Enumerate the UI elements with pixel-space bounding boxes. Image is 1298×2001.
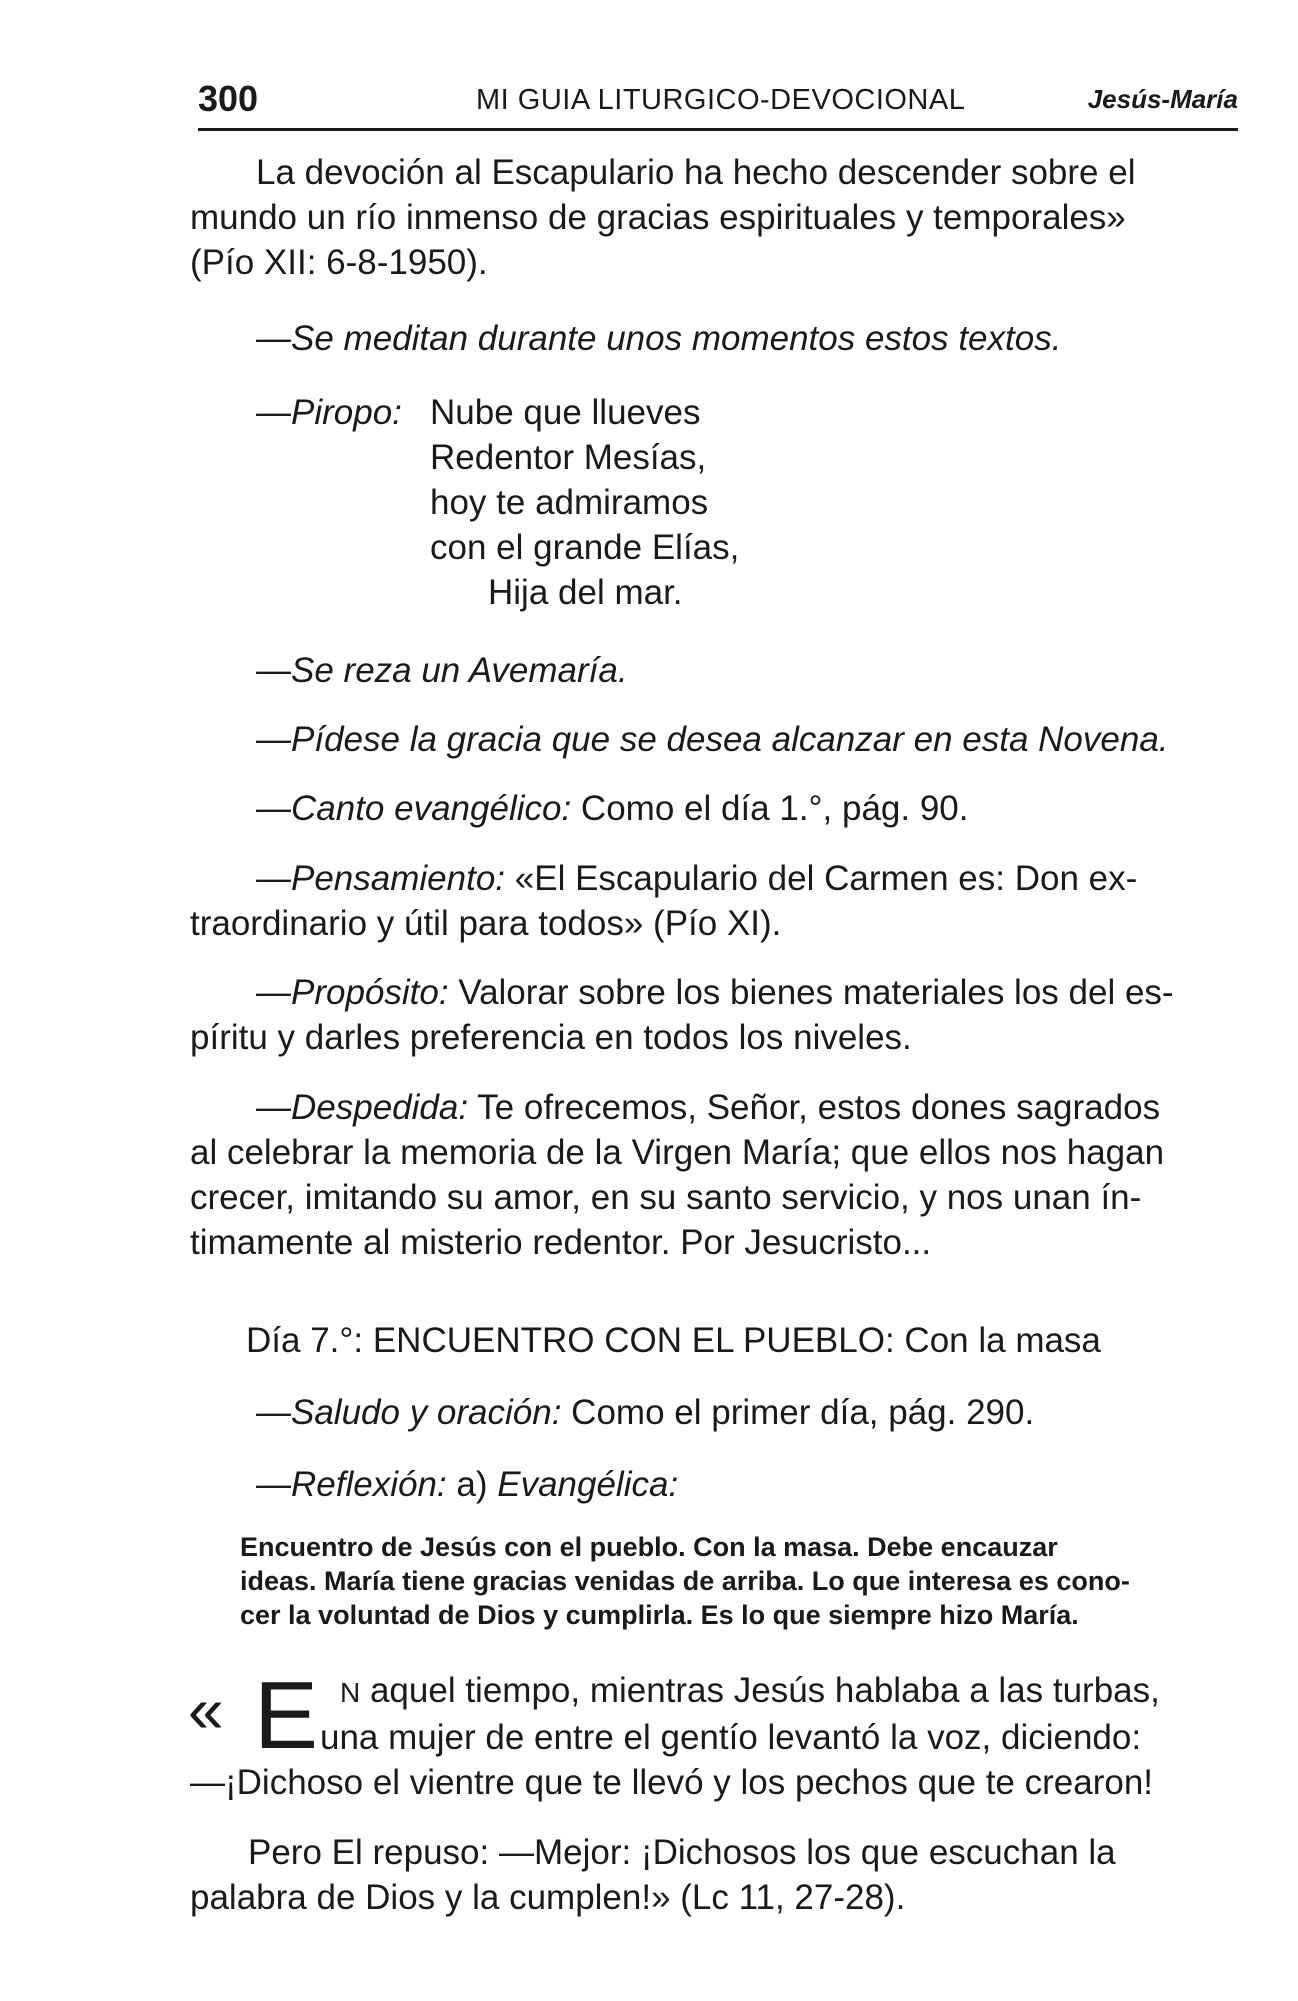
proposito-label: —Propósito: [256,973,449,1012]
intro-line: (Pío XII: 6-8-1950). [190,243,488,282]
pidese-instruction: —Pídese la gracia que se desea alcanzar en esta Novena. [256,720,1169,759]
canto-line [256,786,1236,831]
gospel-line: palabra de Dios y la cumplen!» (Lc 11, 27-28). [190,1878,906,1917]
canto-label: —Canto evangélico: [256,789,572,828]
page-number: 300 [198,78,259,119]
gospel-para2 [248,1830,1228,1875]
proposito-cont [190,1015,1236,1060]
reflexion-summary [240,1530,1230,1564]
pensamiento-line [256,856,1236,901]
intro-paragraph-cont [190,195,1236,285]
reflexion-a: a) [446,1465,498,1504]
proposito-text: Valorar sobre los bienes materiales los del es- [448,973,1174,1012]
gospel-line: —¡Dichoso el vientre que te llevó y los pechos que te crearon! [190,1763,1154,1802]
gospel-passage [188,1662,1236,1805]
despedida-line [256,1085,1236,1130]
intro-paragraph [256,150,1236,195]
saludo-label: —Saludo y oración: [256,1393,562,1432]
despedida-label: —Despedida: [256,1088,469,1127]
despedida-cont [190,1130,1236,1265]
despedida-text-cont: crecer, imitando su amor, en su santo servicio, y nos unan ín- [190,1178,1142,1217]
reflexion-summary-cont [240,1564,1230,1632]
saludo-text: Como el primer día, pág. 290. [561,1393,1035,1432]
day-title: ENCUENTRO CON EL PUEBLO [372,1321,885,1360]
canto-text: Como el día 1.°, pág. 90. [571,789,969,828]
saludo-line [256,1390,1236,1435]
poem-line: Redentor Mesías, [430,438,707,477]
poem-line: hoy te admiramos [430,483,709,522]
gospel-line [190,1668,1236,1715]
summary-line: Encuentro de Jesús con el pueblo. Con la masa. Debe encauzar [240,1532,1058,1562]
reflexion-evangelica: Evangélica: [497,1465,679,1504]
proposito-line [256,970,1236,1015]
proposito-text-cont: píritu y darles preferencia en todos los niveles. [190,1018,912,1057]
reflexion-label: —Reflexión: [256,1465,447,1504]
pensamiento-text: «El Escapulario del Carmen es: Don ex- [505,859,1138,898]
opening-quote: « [188,1674,224,1746]
pensamiento-cont [190,901,1236,946]
poem-line: con el grande Elías, [430,528,740,567]
poem-line: Hija del mar. [488,573,683,612]
small-cap-n: N [340,1677,361,1708]
pensamiento-label: —Pensamiento: [256,859,506,898]
piropo-label-wrap [256,390,1236,435]
section-label: Jesús-María [1087,84,1238,114]
summary-line: cer la voluntad de Dios y cumplirla. Es lo que siempre hizo María. [240,1600,1079,1630]
gospel-line: Pero El repuso: —Mejor: ¡Dichosos los que escuchan la [248,1833,1116,1872]
piropo-label: —Piropo: [256,393,402,432]
avemaria-instruction: —Se reza un Avemaría. [256,651,628,690]
piropo-poem [430,390,739,615]
poem-line: Nube que llueves [430,393,701,432]
running-header [198,76,1238,131]
meditan-instruction: —Se meditan durante unos momentos estos textos. [256,319,1062,358]
book-title: MI GUIA LITURGICO-DEVOCIONAL [476,84,966,116]
day-heading [246,1318,1226,1363]
despedida-text-cont: al celebrar la memoria de la Virgen María; que ellos nos hagan [190,1133,1165,1172]
day-suffix: : Con la masa [884,1321,1101,1360]
drop-cap: E [254,1662,319,1769]
gospel-line: una mujer de entre el gentío levantó la voz, diciendo: [320,1718,1142,1757]
despedida-text-cont: timamente al misterio redentor. Por Jesucristo... [190,1223,932,1262]
summary-line: ideas. María tiene gracias venidas de arriba. Lo que interesa es cono- [240,1566,1130,1596]
pensamiento-text-cont: traordinario y útil para todos» (Pío XI). [190,904,782,943]
intro-line: mundo un río inmenso de gracias espirituales y temporales» [190,198,1126,237]
intro-line: La devoción al Escapulario ha hecho descender sobre el [256,153,1136,192]
gospel-para2-cont [190,1875,1236,1920]
day-prefix: Día 7.°: [246,1321,373,1360]
gospel-line-text: aquel tiempo, mientras Jesús hablaba a las turbas, [360,1671,1160,1710]
reflexion-line [256,1462,1236,1507]
despedida-text: Te ofrecemos, Señor, estos dones sagrados [468,1088,1161,1127]
